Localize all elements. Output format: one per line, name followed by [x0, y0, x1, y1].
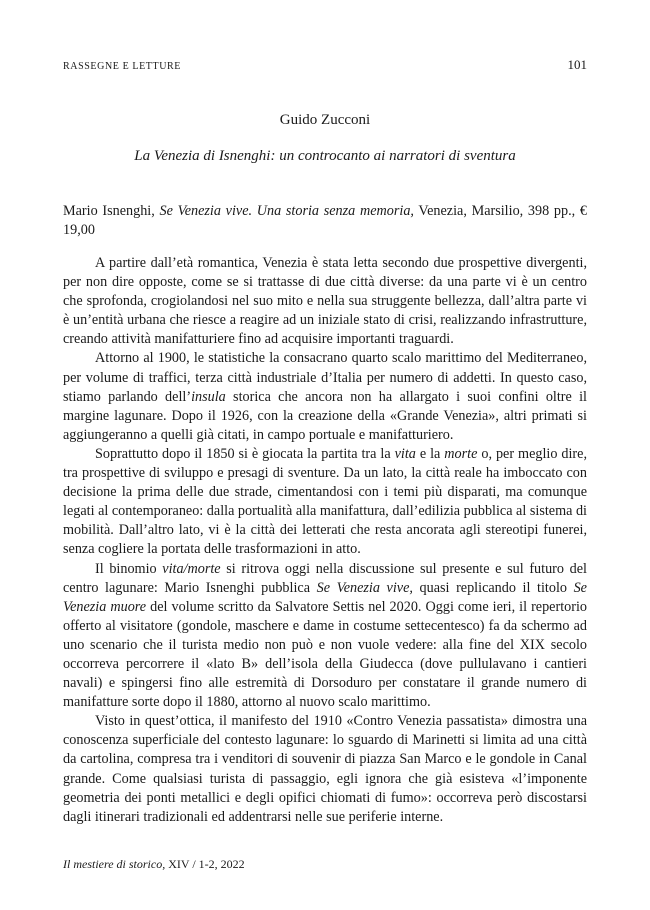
book-citation — [63, 202, 587, 240]
paragraph-3 — [63, 445, 587, 560]
paragraph-text: del volume scritto da Salvatore Settis nel 2020. Oggi come ieri, il repertorio offerto al visitatore (gondole, maschere e dame in costume settecentesco) fa da schermo ad uno scenario che il turista medio non può e non vuole vedere: alla fine del XIX secolo occorreva percorrere il «lato B» dell’isola della Giudecca (dove pullulavano i cantieri navali) e spingersi fino alle estremità di Dorsoduro per constatare il grande numero di manifatture sorte dopo il 1880, attorno al nuovo scalo marittimo. — [63, 598, 588, 711]
paragraph-text: Attorno al 1900, le statistiche la consacrano quarto scalo marittimo del Mediterraneo, per volume di traffici, terza città industriale d’Italia per numero di addetti. In questo caso, stiamo parlando dell’ — [63, 350, 587, 405]
paragraph-text: si ritrova oggi nella discussione sul presente e sul futuro del centro lagunare: Mario Isnenghi pubblica — [63, 560, 587, 596]
paragraph-text: o, per meglio dire, tra prospettive di sviluppo e presagi di sventure. Da un lato, la città reale ha imboccato con decisione la prima delle due strade, cimentandosi con i temi più disparati, ma comunque legati al contemporaneo: dalla portualità alla manifattura, dall’edilizia pubblica al sistema di mobilità. Dall’altro lato, vi è la città dei letterati che resta ancorata agli stereotipi funerei, senza cogliere la portata delle trasformazioni in atto. — [63, 445, 587, 558]
footer — [63, 857, 245, 872]
running-head — [63, 57, 587, 73]
paragraph-text: storica che ancora non ha allargato i suoi confini oltre il margine lagunare. Dopo il 1926, con la creazione della «Grande Venezia», altri primati si aggiungeranno a quelli già citati, in campo portuale e manifatturiero. — [63, 388, 588, 443]
paragraph-text: A partire dall’età romantica, Venezia è stata letta secondo due prospettive divergenti, per non dire opposte, come se si trattasse di due città diverse: da una parte vi è un centro che sprofonda, crogiolandosi nel suo mito e nella sua struggente bellezza, dall’altra parte vi è un’entità urbana che riesce a reagire ad un iniziale stato di crisi, realizzando infrastrutture, creando attività manifatturiere fino ad acquisire importanti traguardi. — [63, 255, 587, 348]
page-number: 101 — [567, 57, 587, 72]
paragraph-text: Soprattutto dopo il 1850 si è giocata la partita tra la — [95, 445, 395, 462]
paragraph-5 — [63, 712, 587, 827]
citation-publisher: Venezia, Marsilio, 398 pp., € 19,00 — [63, 203, 587, 238]
paragraph-4 — [63, 560, 587, 713]
paragraph-italic: vita/morte — [162, 560, 221, 577]
article-author: Guido Zucconi — [279, 112, 371, 128]
paragraph-text: e la — [415, 445, 445, 462]
paragraph-italic: vita — [394, 445, 416, 462]
paragraph-text: quasi replicando il titolo — [412, 579, 574, 596]
paragraph-italic: Se Venezia vive, — [316, 579, 413, 596]
citation-author: Mario Isnenghi, — [63, 203, 160, 219]
body-text — [63, 254, 587, 827]
paragraph-1 — [63, 254, 587, 349]
citation-book-title: Se Venezia vive. Una storia senza memoria, — [159, 203, 414, 219]
paragraph-italic: insula — [191, 388, 226, 405]
paragraph-italic: Se Venezia muore — [63, 579, 587, 615]
paragraph-text: Visto in quest’ottica, il manifesto del 1910 «Contro Venezia passatista» dimostra una conoscenza superficiale del contesto lagunare: lo sguardo di Marinetti si limita ad una città da cartolina, compresa tra i venditori di souvenir di piazza San Marco e le gondole in Canal grande. Come qualsiasi turista di passaggio, egli ignora che già esisteva «l’imponente geometria dei ponti metallici e degli opifici chiomati di fumo»: occorreva però discostarsi dagli itinerari tradizionali ed addentrarsi nelle sue periferie interne. — [63, 713, 587, 825]
footer-journal: Il mestiere di storico, — [63, 857, 166, 871]
article-title: La Venezia di Isnenghi: un controcanto ai narratori di sventura — [134, 148, 516, 164]
paragraph-italic: morte — [444, 445, 478, 462]
running-head-section: RASSEGNE E LETTURE — [63, 61, 182, 72]
paragraph-2 — [63, 349, 587, 444]
paragraph-text: Il binomio — [95, 560, 163, 577]
footer-issue: XIV / 1-2, 2022 — [165, 857, 245, 871]
